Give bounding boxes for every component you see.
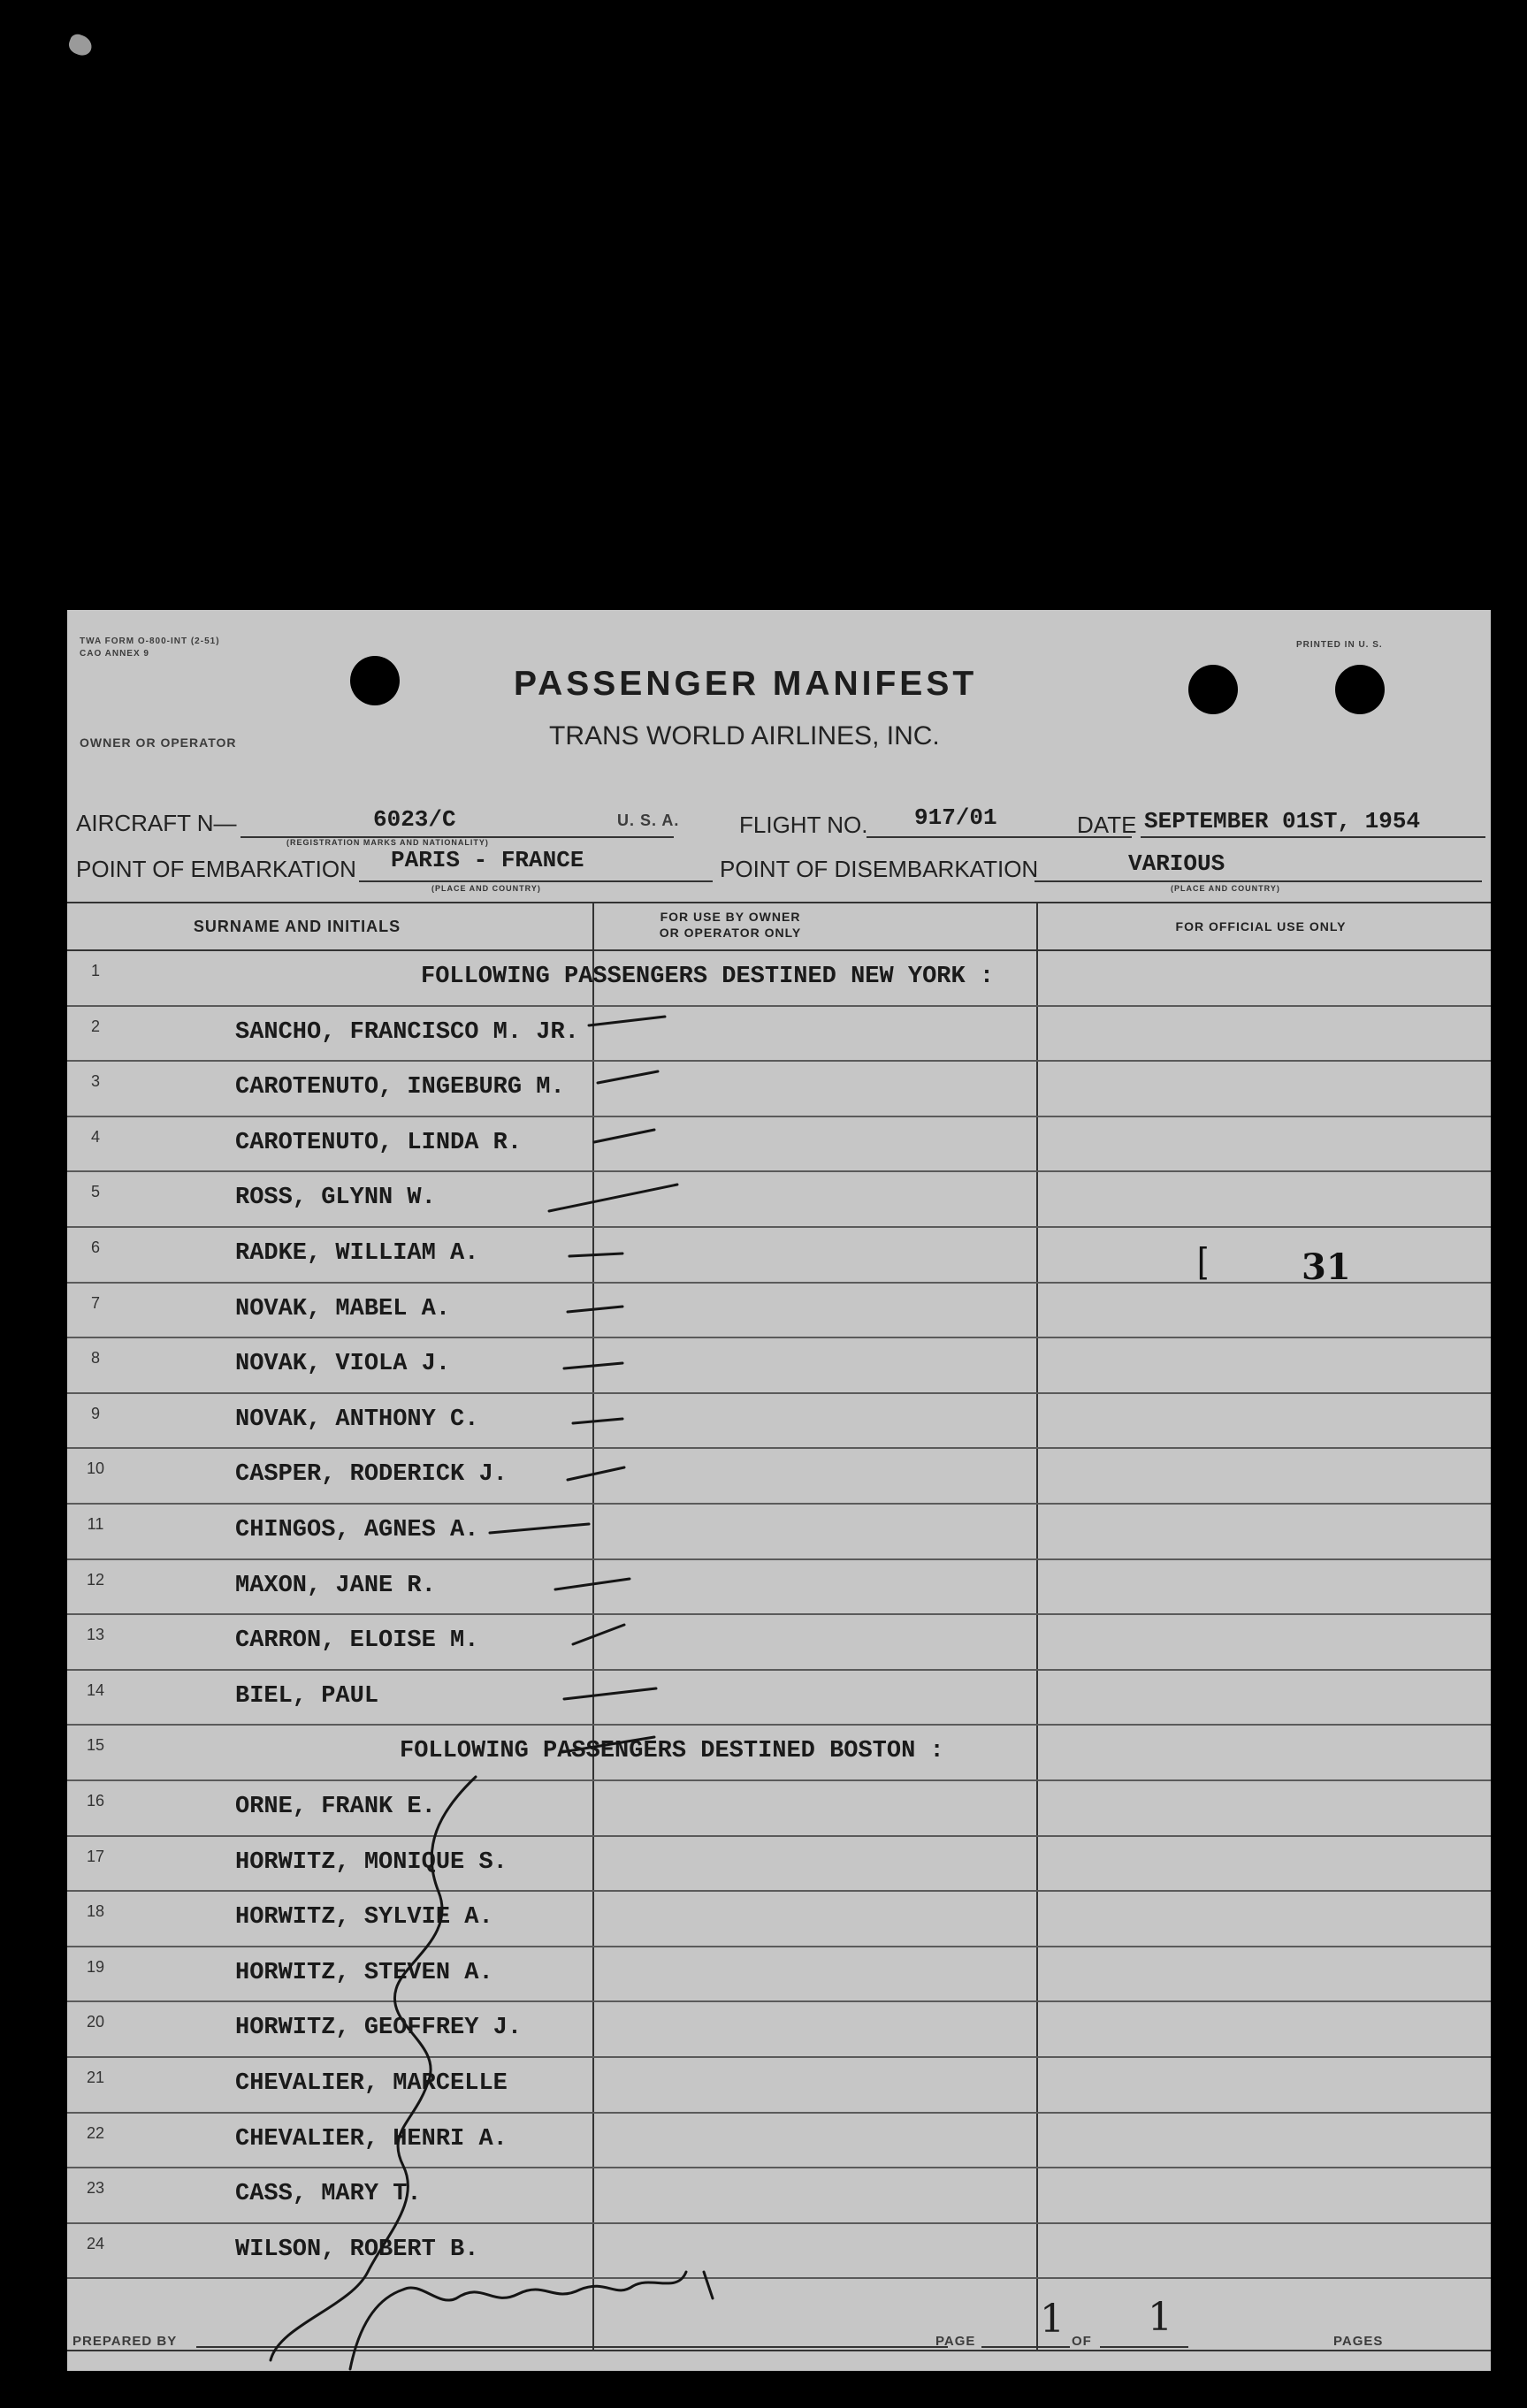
airline-name: TRANS WORLD AIRLINES, INC. (549, 721, 940, 751)
row-number: 5 (90, 1183, 100, 1201)
passenger-name: CARRON, ELOISE M. (235, 1627, 479, 1655)
official-bracket-mark: [ (1197, 1241, 1208, 1280)
manifest-title: PASSENGER MANIFEST (514, 665, 978, 703)
printed-in: PRINTED IN U. S. (1296, 640, 1383, 650)
passenger-name: BIEL, PAUL (235, 1682, 379, 1710)
aircraft-label: AIRCRAFT N— (76, 810, 237, 836)
check-mark (569, 1254, 622, 1256)
passenger-name: NOVAK, MABEL A. (235, 1295, 451, 1322)
check-mark (598, 1071, 658, 1083)
check-mark (564, 1363, 622, 1368)
flight-value: 917/01 (914, 804, 997, 831)
row-number: 16 (86, 1792, 105, 1810)
check-mark (589, 1017, 665, 1025)
embarkation-label: POINT OF EMBARKATION (76, 856, 356, 882)
row-number: 10 (86, 1459, 105, 1478)
passenger-name: CHEVALIER, HENRI A. (235, 2125, 508, 2153)
passenger-name: SANCHO, FRANCISCO M. JR. (235, 1018, 579, 1046)
check-mark (562, 1737, 654, 1752)
check-mark (573, 1625, 624, 1644)
row-number: 1 (90, 962, 100, 979)
row-number: 14 (86, 1680, 105, 1699)
of-value: 1 (1148, 2295, 1172, 2340)
prepared-by-label: PREPARED BY (73, 2334, 178, 2349)
bracket-squiggle (271, 1777, 476, 2360)
aircraft-value: 6023/C (373, 806, 456, 833)
row-number: 18 (86, 1902, 105, 1921)
passenger-name: CASS, MARY T. (235, 2181, 422, 2208)
check-mark (564, 1688, 656, 1699)
check-mark (568, 1307, 622, 1312)
passenger-name: NOVAK, ANTHONY C. (235, 1406, 479, 1433)
page-label: PAGE (935, 2334, 976, 2349)
row-number: 24 (86, 2234, 105, 2252)
passenger-name: HORWITZ, GEOFFREY J. (235, 2015, 523, 2042)
row-number: 2 (90, 1017, 100, 1035)
passenger-name: CAROTENUTO, LINDA R. (235, 1129, 523, 1156)
owner-use-column-header: FOR USE BY OWNER OR OPERATOR ONLY (659, 910, 802, 940)
paper-speck (66, 32, 95, 58)
check-mark (490, 1524, 589, 1533)
passenger-name: WILSON, ROBERT B. (235, 2236, 479, 2263)
passenger-name: CHINGOS, AGNES A. (235, 1517, 479, 1543)
row-number: 15 (86, 1736, 105, 1755)
registration-caption: (REGISTRATION MARKS AND NATIONALITY) (286, 838, 489, 847)
surname-column-header: SURNAME AND INITIALS (193, 918, 401, 935)
row-number: 7 (90, 1293, 100, 1312)
disembarkation-caption: (PLACE AND COUNTRY) (1171, 884, 1280, 893)
date-label: DATE (1077, 812, 1137, 838)
passenger-name: HORWITZ, MONIQUE S. (235, 1848, 508, 1876)
passenger-name: ROSS, GLYNN W. (235, 1185, 436, 1212)
row-number: 9 (90, 1404, 100, 1422)
official-count: 31 (1302, 1246, 1351, 1288)
of-label: OF (1072, 2334, 1092, 2349)
passenger-name: ORNE, FRANK E. (235, 1794, 436, 1820)
handwriting-overlay (67, 610, 1491, 2371)
row-number: 11 (87, 1515, 104, 1533)
row-number: 22 (86, 2123, 105, 2142)
row-number: 23 (86, 2179, 105, 2198)
disembarkation-label: POINT OF DISEMBARKATION (720, 856, 1039, 882)
form-number: TWA FORM O-800-INT (2-51) (80, 636, 220, 646)
row-number: 13 (86, 1626, 105, 1644)
row-number: 12 (86, 1570, 105, 1589)
owner-operator-label: OWNER OR OPERATOR (80, 735, 237, 750)
page-value: 1 (1040, 2297, 1065, 2342)
embarkation-value: PARIS - FRANCE (391, 847, 584, 873)
passenger-name: HORWITZ, STEVEN A. (235, 1959, 493, 1986)
signature-mark (350, 2272, 713, 2369)
passenger-name: MAXON, JANE R. (235, 1572, 436, 1599)
pages-label: PAGES (1333, 2334, 1384, 2349)
check-mark (549, 1185, 677, 1211)
check-mark (568, 1467, 624, 1480)
manifest-sheet (67, 610, 1491, 2371)
row-number: 4 (90, 1127, 100, 1146)
row-number: 17 (86, 1847, 105, 1865)
passenger-name: CHEVALIER, MARCELLE (235, 2070, 508, 2097)
row-number: 20 (86, 2013, 105, 2031)
passenger-name: NOVAK, VIOLA J. (235, 1351, 451, 1378)
check-mark (573, 1419, 622, 1423)
check-mark (555, 1579, 630, 1589)
row-number: 21 (86, 2069, 105, 2086)
destination-heading: FOLLOWING PASSENGERS DESTINED NEW YORK : (421, 964, 995, 990)
passenger-name: RADKE, WILLIAM A. (235, 1240, 479, 1267)
row-number: 8 (90, 1349, 100, 1368)
passenger-name: HORWITZ, SYLVIE A. (235, 1904, 493, 1932)
destination-heading: FOLLOWING PASSENGERS DESTINED BOSTON : (400, 1738, 944, 1765)
disembarkation-value: VARIOUS (1128, 850, 1225, 877)
date-value: SEPTEMBER 01ST, 1954 (1144, 808, 1421, 834)
passenger-name: CASPER, RODERICK J. (235, 1461, 508, 1489)
official-use-column-header: FOR OFFICIAL USE ONLY (1175, 919, 1347, 933)
row-number: 3 (90, 1072, 100, 1091)
passenger-name: CAROTENUTO, INGEBURG M. (235, 1074, 565, 1101)
embarkation-caption: (PLACE AND COUNTRY) (431, 884, 541, 893)
row-number: 19 (86, 1957, 105, 1976)
nationality: U. S. A. (617, 812, 680, 829)
row-number: 6 (90, 1238, 100, 1256)
flight-label: FLIGHT NO. (739, 812, 868, 838)
check-mark (594, 1130, 654, 1142)
annex-number: CAO ANNEX 9 (80, 649, 149, 659)
